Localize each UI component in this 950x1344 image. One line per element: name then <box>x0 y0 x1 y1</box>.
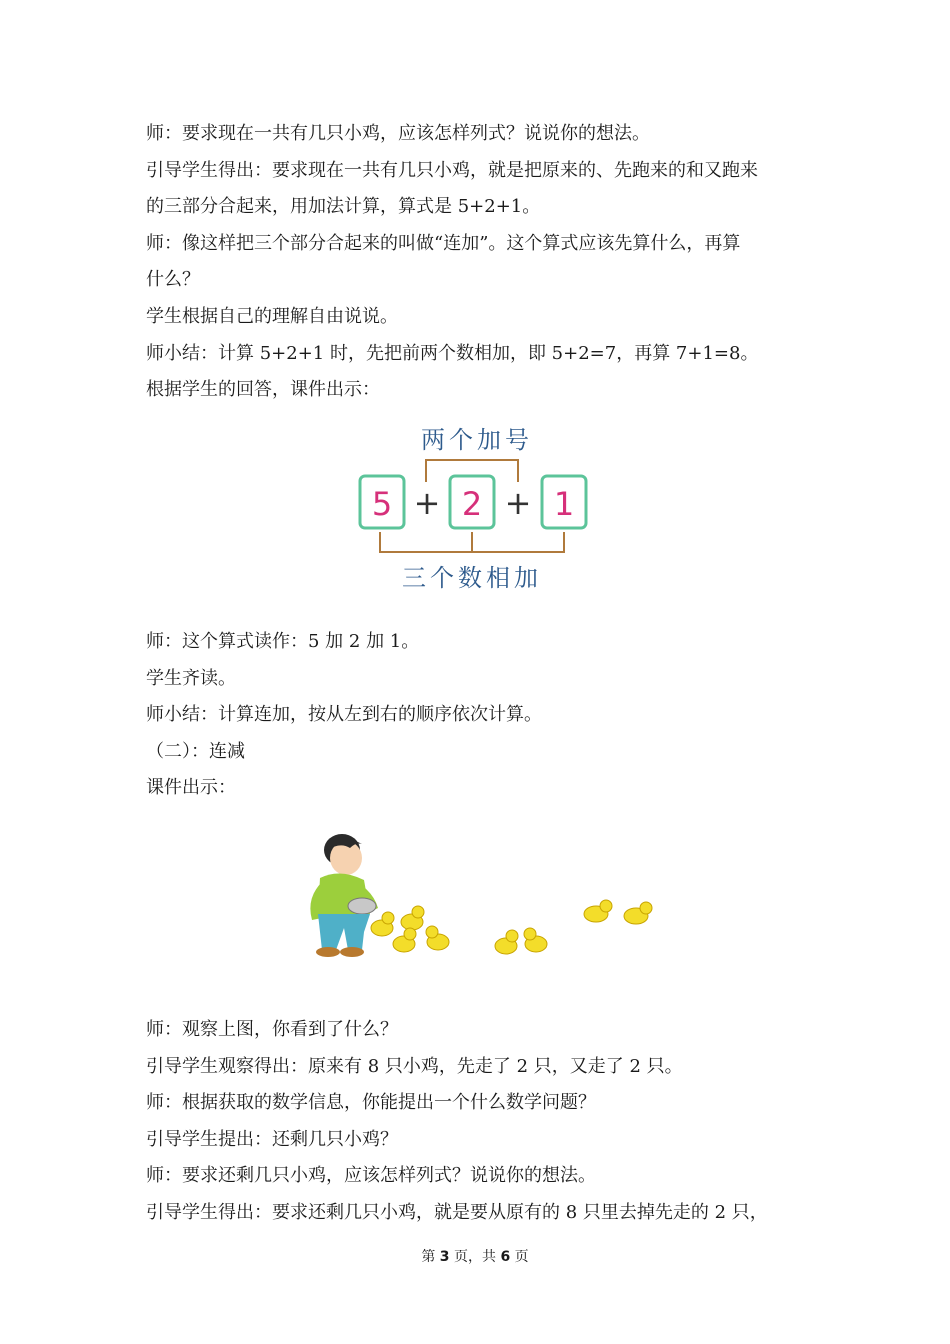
total-pages: 6 <box>500 1249 511 1265</box>
paragraph-line: 师：这个算式读作：5 加 2 加 1。 <box>146 631 420 652</box>
paragraph-line: 引导学生观察得出：原来有 8 只小鸡，先走了 2 只，又走了 2 只。 <box>146 1055 683 1077</box>
footer-post: 页 <box>510 1249 529 1265</box>
page-number: 3 <box>439 1249 450 1265</box>
top-label: 两个加号 <box>421 426 533 454</box>
paragraph-line: 师小结：计算连加，按从左到右的顺序依次计算。 <box>146 704 542 726</box>
paragraph-line: 学生根据自己的理解自由说说。 <box>146 305 398 327</box>
number-1: 5 <box>371 485 393 523</box>
page-footer <box>0 1246 950 1266</box>
footer-mid: 页，共 <box>449 1249 501 1265</box>
boy-figure <box>310 834 378 957</box>
equation-svg <box>352 420 602 600</box>
paragraph-line: 师小结：计算 5+2+1 时，先把前两个数相加，即 5+2=7，再算 7+1=8。 <box>146 342 759 364</box>
paragraph-line: 课件出示： <box>146 777 236 799</box>
paragraph-line: 什么？ <box>146 269 200 291</box>
paragraph-line: 师：要求还剩几只小鸡，应该怎样列式？说说你的想法。 <box>146 1165 596 1187</box>
paragraph-line: 师：观察上图，你看到了什么？ <box>146 1019 398 1040</box>
chicks-group <box>371 900 652 954</box>
bottom-label: 三个数相加 <box>402 564 542 592</box>
plus-sign-2: + <box>504 484 532 522</box>
paragraph-line: 引导学生得出：要求现在一共有几只小鸡，就是把原来的、先跑来的和又跑来 <box>146 159 758 181</box>
plus-sign-1: + <box>413 484 441 522</box>
paragraph-line: 根据学生的回答，课件出示： <box>146 379 380 401</box>
paragraph-line: 引导学生得出：要求还剩几只小鸡，就是要从原有的 8 只里去掉先走的 2 只， <box>146 1201 768 1223</box>
paragraph-line: 学生齐读。 <box>146 667 236 689</box>
section-heading: （二）：连减 <box>146 740 245 762</box>
addition-equation-figure <box>352 420 602 600</box>
paragraph-line: 引导学生提出：还剩几只小鸡？ <box>146 1128 398 1150</box>
boy-feeding-chicks-illustration <box>290 828 670 973</box>
text-block-bottom <box>146 1012 816 1232</box>
text-block-top <box>146 116 816 409</box>
paragraph-line: 的三部分合起来，用加法计算，算式是 5+2+1。 <box>146 196 541 218</box>
paragraph-line: 师：像这样把三个部分合起来的叫做“连加”。这个算式应该先算什么，再算 <box>146 232 741 254</box>
footer-pre: 第 <box>421 1249 440 1265</box>
number-2: 2 <box>461 485 483 523</box>
text-block-middle <box>146 624 816 807</box>
paragraph-line: 师：要求现在一共有几只小鸡，应该怎样列式？说说你的想法。 <box>146 123 650 144</box>
chicks-svg <box>290 828 670 973</box>
paragraph-line: 师：根据获取的数学信息，你能提出一个什么数学问题？ <box>146 1092 596 1114</box>
number-3: 1 <box>553 485 575 523</box>
